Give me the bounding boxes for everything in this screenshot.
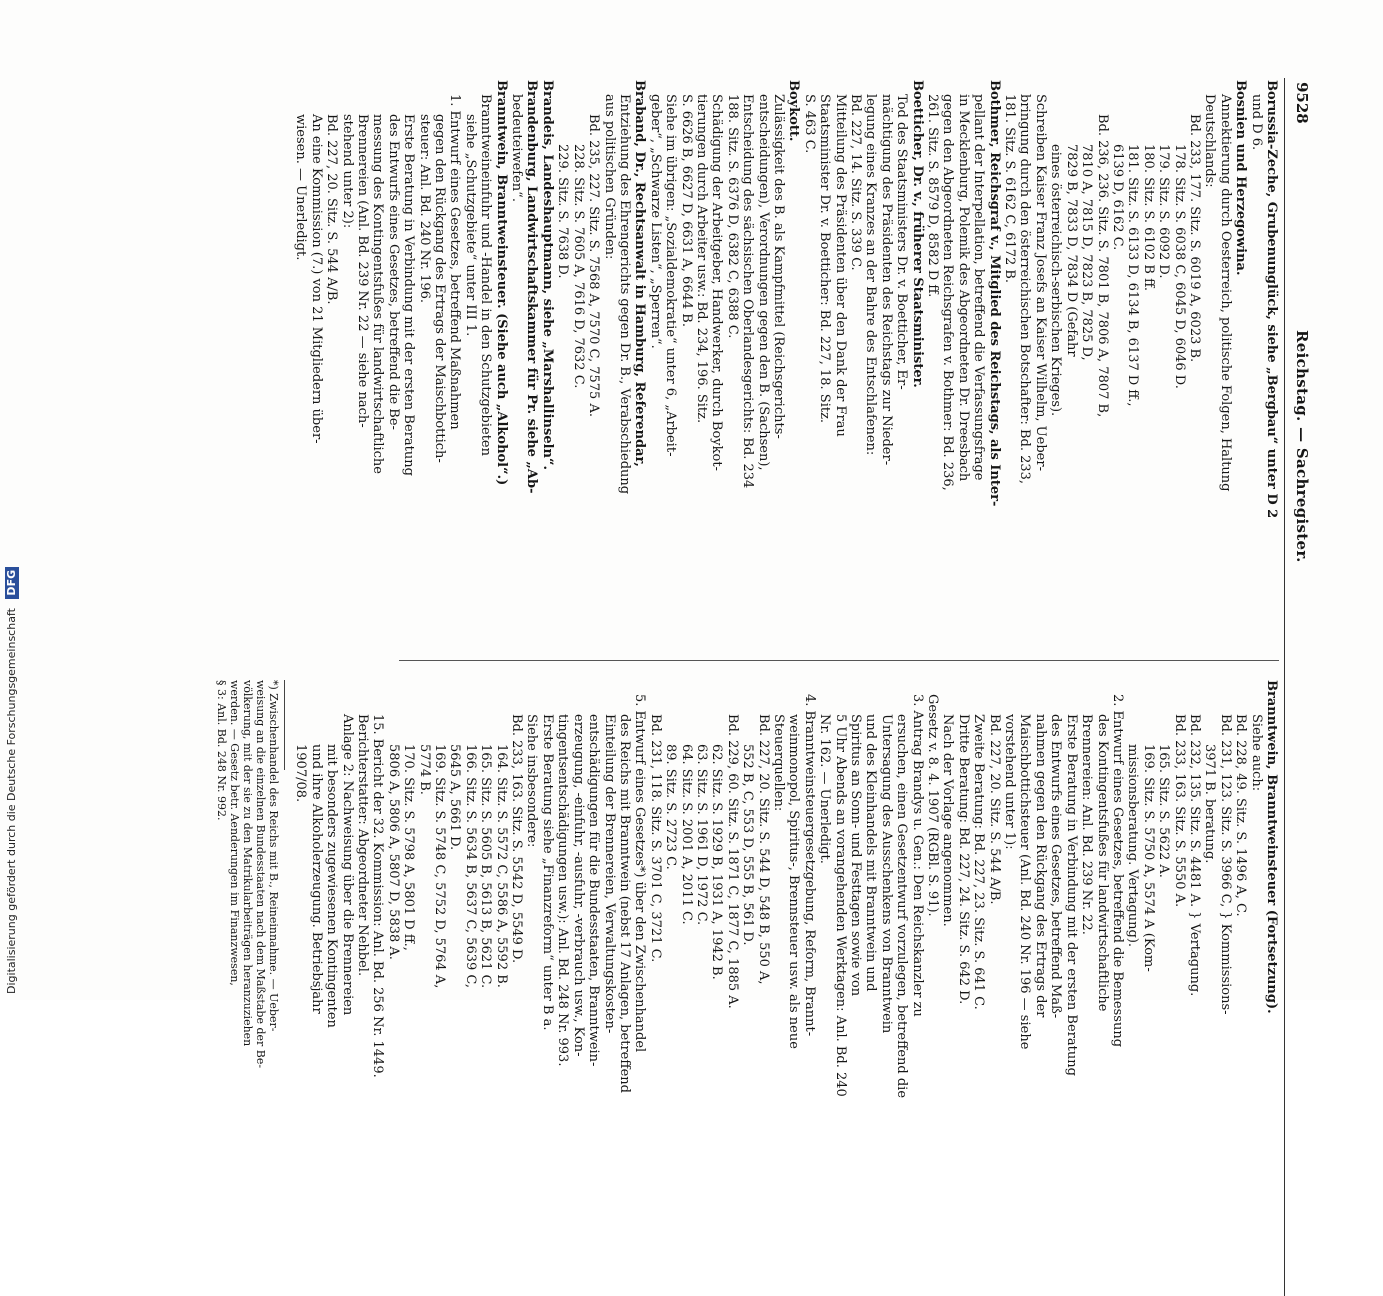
index-entry-line: 5 Uhr Abends an vorangehenden Werktagen: Anl. Bd. 240 (832, 714, 848, 1097)
index-entry-line: Schädigung der Arbeitgeber, Handwerker, durch Boykot- (709, 94, 725, 471)
index-entry-line: 228. Sitz. S. 7605 A, 7616 D, 7632 C. (570, 144, 586, 389)
index-entry-line: 552 B, C, 553 D, 555 B, 561 D. (740, 744, 756, 946)
index-entry-line: Siehe auch: (1248, 714, 1264, 792)
index-entry-line: tingentsentschädigungen usw.): Anl. Bd. 248 Nr. 993. (555, 714, 571, 1067)
index-entry-line: Branntweineinfuhr und -Handel in den Schutzgebieten (478, 94, 494, 456)
index-entry-line: des Entwurfs eines Gesetzes, betreffend die Be- (385, 114, 401, 430)
column-divider (399, 660, 1279, 661)
right-column-entries (293, 680, 1279, 1240)
index-entry-line: 7810 A, 7815 D, 7823 B, 7825 D, (1079, 144, 1095, 361)
index-entry-line: Bd. 231, 123. Sitz. S. 3966 C, } Kommissions- (1217, 714, 1233, 1015)
index-entry-line: 5. Entwurf eines Gesetzes*) über den Zwischenhandel (632, 694, 648, 1053)
index-entry-line: Bd. 227, 20. Sitz. S. 544 A/B. (324, 114, 340, 305)
index-entry-line: Spiritus an Sonn- und Festtagen sowie von (848, 714, 864, 997)
index-entry-line: geber“, „Schwarze Listen“, „Sperren“. (647, 94, 663, 349)
footnote-line: weisung an die einzelnen Bundesstaaten nach dem Maßstabe der Be- (254, 680, 267, 1069)
index-entry-line: ersuchen, einen Gesetzentwurf vorzulegen, betreffend die (894, 714, 910, 1099)
index-entry-line: weinmonopol, Spiritus-, Brennsteuer usw. als neue (786, 714, 802, 1049)
index-entry-line: 165. Sitz. S. 5622 A. (1156, 744, 1172, 878)
index-entry-line: Bd. 233, 163. Sitz. S. 5542 D, 5549 D. (509, 714, 525, 964)
index-entry-line: wiesen. — Unerledigt. (293, 114, 309, 261)
index-entry-line: siehe „Schutzgebiete“ unter III 1. (462, 114, 478, 337)
index-entry-line: mächtigung des Präsidenten des Reichstags zur Nieder- (878, 94, 894, 466)
index-entry-line: Erste Beratung siehe „Finanzreform“ unter B a. (539, 714, 555, 1031)
index-entry-line: 5806 A, 5806 A, 5807 D, 5838 A. (385, 744, 401, 960)
index-entry-line: 229. Sitz. S. 7638 D. (555, 144, 571, 279)
index-entry-line: und D 6. (1248, 94, 1264, 151)
index-entry-line: gegen den Abgeordneten Reichsgrafen v. Bothmer: Bd. 236, (940, 94, 956, 491)
index-entry-line: 3971 B. beratung. (1202, 744, 1218, 864)
credit-text: Digitalisierung gefördert durch die Deutsche Forschungsgemeinschaft (5, 608, 18, 994)
footnote-rule (284, 680, 285, 770)
index-entry-line: und des Kleinhandels mit Branntwein und (863, 714, 879, 992)
index-entry-line: Anlage 2: Nachweisung über die Brennereien (339, 714, 355, 1016)
index-entry-line: bedeuteiwefen“. (509, 94, 525, 202)
index-entry-line: Bd. 227, 20. Sitz. S. 544 D, 548 B, 550 A, (755, 714, 771, 985)
index-entry-line: 63. Sitz. S. 1961 D, 1972 C. (693, 744, 709, 926)
index-entry-line: 179. Sitz. S. 6092 D. (1156, 144, 1172, 279)
index-entry-line: missionsberatung. Vertagung). (1125, 744, 1141, 948)
index-entry-line: 1. Entwurf eines Gesetzes, betreffend Maßnahmen (447, 94, 463, 430)
footnote-line: § 3: Anl. Bd. 248 Nr. 992. (215, 680, 228, 821)
index-entry-line: Deutschlands: (1202, 94, 1218, 188)
index-entry-line: Brennereien (Anl. Bd. 239 Nr. 22 — siehe nach- (355, 114, 371, 428)
index-entry-line: 3. Antrag Brandys u. Gen.: Den Reichskanzler zu (909, 694, 925, 1017)
index-entry-line: 188. Sitz. S. 6376 D, 6382 C, 6388 C. (724, 94, 740, 339)
index-entry-line: Maischbottichsteuer (Anl. Bd. 240 Nr. 196 — siehe (1017, 714, 1033, 1050)
index-entry-line: legung eines Kranzes an der Bahre des Entschlafenen: (863, 94, 879, 456)
index-entry-line: und ihre Alkoholerzeugung. Betriebsjahr (308, 744, 324, 1014)
index-entry-line: Annektierung durch Oesterreich, politische Folgen, Haltung (1217, 94, 1233, 492)
index-entry-line: vorstehend unter 1): (1002, 714, 1018, 850)
index-entry-line: Erste Beratung in Verbindung mit der ersten Beratung (1063, 714, 1079, 1076)
index-headword: Brandeis, Landeshauptmann, siehe „Marshallinseln“. (539, 80, 555, 470)
index-entry-line: 5774 B. (416, 744, 432, 795)
index-entry-line: Steuerquellen: (771, 714, 786, 812)
footnote (215, 680, 280, 1240)
index-entry-line: des Kontingentsfußes für landwirtschaftliche (1094, 714, 1110, 1012)
index-entry-line: 180. Sitz. S. 6102 B ff. (1140, 144, 1156, 291)
index-headword: Branntwein, Branntweinsteuer. (Siehe auch „Alkohol“.) (493, 80, 509, 486)
index-entry-line: 7829 B, 7833 D, 7834 D (Gefahr (1063, 144, 1079, 357)
index-entry-line: S. 463 C. (801, 94, 817, 154)
index-entry-line: Berichterstatter: Abgeordneter Nehbel. (355, 714, 371, 977)
index-entry-line: Bd. 233, 163. Sitz. S. 5550 A. (1171, 714, 1187, 908)
index-headword: Boetticher, Dr. v., früherer Staatsminister. (909, 80, 925, 388)
index-entry-line: bringung durch den österreichischen Botschafter: Bd. 233, (1017, 94, 1033, 485)
index-entry-line: Nach der Vorlage angenommen. (940, 714, 956, 927)
index-entry-line: nahmen gegen den Rückgang des Ertrags der (1032, 714, 1048, 1018)
page-number: 9528 (1293, 82, 1311, 124)
index-entry-line: pellant der Interpellation, betreffend die Verfassungsfrage (971, 94, 987, 481)
index-entry-line: 170. Sitz. S. 5798 A, 5801 D ff., (401, 744, 417, 951)
index-entry-line: 169. Sitz. S. 5748 C, 5752 D, 5764 A, (432, 744, 448, 989)
index-entry-line: gegen den Rückgang des Ertrags der Maischbottich- (432, 114, 448, 463)
index-entry-line: 261. Sitz. S. 8579 D, 8582 D ff. (925, 94, 941, 298)
index-entry-line: Nr. 162. — Unerledigt. (817, 714, 833, 864)
index-entry-line: 166. Sitz. S. 5634 B, 5637 C, 5639 C, (462, 744, 478, 989)
index-entry-line: messung des Kontingentsfußes für landwirtschaftliche (370, 114, 386, 474)
index-entry-line: steuer: Anl. Bd. 240 Nr. 196. (416, 114, 432, 304)
index-entry-line: 164. Sitz. S. 5572 C, 5586 A, 5592 B. (493, 744, 509, 988)
index-entry-line: 181. Sitz. S. 6162 C, 6172 B. (1002, 94, 1018, 284)
footnote-line: völkerung, mit der sie zu den Matrikularbeiträgen heranzuziehen (241, 680, 254, 1047)
index-entry-line: tierungen durch Arbeiter usw.: Bd. 234, 196. Sitz. (693, 94, 709, 424)
index-entry-line: Siehe insbesondere: (524, 714, 540, 848)
index-entry-line: 6139 D, 6162 C. (1109, 144, 1125, 251)
index-entry-line: Bd. 227, 20. Sitz. S. 544 A/B. (986, 714, 1002, 905)
dfg-logo: DFG (5, 567, 19, 599)
index-headword: Bothmer, Reichsgraf v., Mitglied des Reichstags, als Inter- (986, 80, 1002, 507)
index-entry-line: Mitteilung des Präsidenten über den Dank der Frau (832, 94, 848, 437)
index-headword: Braband, Dr., Rechtsanwalt in Hamburg, Referendar, (632, 80, 648, 467)
index-entry-line: Staatsminister Dr. v. Boetticher: Bd. 227, 18. Sitz. (817, 94, 833, 424)
index-entry-line: stehend unter 2): (339, 114, 355, 229)
index-entry-line: Entscheidung des sächsischen Oberlandesgerichts: Bd. 234 (740, 94, 756, 489)
index-entry-line: Einteilung der Brennereien, Verwaltungskosten- (601, 714, 617, 1034)
header-rule (1284, 78, 1285, 1296)
index-headword: Borussia-Zeche, Grubenunglück, siehe „Bergbau“ unter D 2 (1264, 80, 1279, 519)
index-entry-line: Brennereien: Anl. Bd. 239 Nr. 22. (1079, 714, 1095, 935)
index-headword: Brandenburg, Landwirtschaftskammer für Pr. siehe „Ab- (524, 80, 540, 494)
index-entry-line: Siehe im übrigen: „Sozialdemokratie“ unter 6, „Arbeit- (663, 94, 679, 457)
index-entry-line: in Mecklenburg, Polemik des Abgeordneten Dr. Dreesbach (955, 94, 971, 482)
index-entry-line: 165. Sitz. S. 5605 B, 5613 B, 5621 C. (478, 744, 494, 989)
index-entry-line: Entziehung des Ehrengerichts gegen Dr. B., Verabschiedung (616, 94, 632, 495)
index-entry-line: Gesetz v. 8. 4. 1907 (RGBl. S. 91). (925, 694, 941, 917)
index-entry-line: des Reichs mit Branntwein (nebst 17 Anlagen, betreffend (616, 714, 632, 1093)
index-entry-line: 181. Sitz. S. 6133 D, 6134 B, 6137 D ff., (1125, 144, 1141, 407)
footnote-line: *) Zwischenhandel des Reichs mit B., Reineinnahme. — Ueber- (267, 680, 280, 1032)
index-entry-line: An eine Kommission (7.) von 21 Mitgliedern über- (308, 114, 324, 444)
index-entry-line: Zulässigkeit des B. als Kampfmittel (Reichsgerichts- (771, 94, 786, 439)
index-entry-line: Tod des Staatsministers Dr. v. Boetticher, Er- (894, 94, 910, 390)
index-entry-line: Dritte Beratung: Bd. 227, 24. Sitz. S. 642 D. (955, 714, 971, 1005)
index-entry-line: Bd. 228, 49. Sitz. S. 1496 A, C. (1233, 714, 1249, 917)
footnote-line: werden. — Gesetz betr. Aenderungen im Finanzwesen, (228, 680, 241, 986)
index-entry-line: mit besonders zugewiesenen Kontingenten (324, 744, 340, 1028)
index-entry-line: aus politischen Gründen: (601, 94, 617, 260)
left-column (293, 80, 1279, 640)
index-entry-line: 5645 A, 5661 D. (447, 744, 463, 851)
digitization-credit (2, 569, 22, 994)
index-entry-line: Bd. 229, 60. Sitz. S. 1871 C, 1877 C, 1885 A. (724, 714, 740, 1009)
running-header: Reichstag. — Sachregister. (1293, 330, 1311, 563)
index-headword: Boykott. (786, 80, 802, 142)
index-entry-line: 1907/08. (293, 744, 309, 803)
index-entry-line: S. 6626 B, 6627 D, 6631 A, 6644 B. (678, 94, 694, 327)
index-entry-line: Bd. 235, 227. Sitz. S. 7568 A, 7570 C, 7575 A. (586, 114, 602, 417)
index-headword: Branntwein, Branntweinsteuer (Fortsetzung). (1264, 680, 1279, 1014)
index-entry-line: 64. Sitz. S. 2001 A, 2011 C. (678, 744, 694, 925)
index-entry-line: erzeugung, -einfuhr, -ausfuhr, -verbrauch usw., Kon- (570, 714, 586, 1057)
index-entry-line: Bd. 233, 177. Sitz. S. 6019 A, 6023 B. (1186, 114, 1202, 363)
index-entry-line: Schreiben Kaiser Franz Josefs an Kaiser Wilhelm, Ueber- (1032, 94, 1048, 471)
index-entry-line: Bd. 227, 14. Sitz. S. 339 C. (848, 94, 864, 271)
index-entry-line: 4. Branntweinsteuergesetzgebung, Reform, Brannt- (801, 694, 817, 1037)
index-entry-line: 169. Sitz. S. 5750 A, 5574 A (Kom- (1140, 744, 1156, 972)
index-entry-line: 178. Sitz. S. 6038 C, 6045 D, 6046 D. (1171, 144, 1187, 389)
index-entry-line: eines österreichisch-serbischen Krieges). (1048, 144, 1064, 417)
right-column (215, 680, 1279, 1240)
index-entry-line: 2. Entwurf eines Gesetzes, betreffend die Bemessung (1109, 694, 1125, 1048)
index-entry-line: entscheidungen), Verordnungen gegen den B. (Sachsen), (755, 94, 771, 471)
index-headword: Bosnien und Herzegowina. (1233, 80, 1249, 276)
index-entry-line: 89. Sitz. S. 2723 C. (663, 744, 679, 870)
index-entry-line: Untersagung des Ausschenkens von Branntwein (878, 714, 894, 1034)
index-entry-line: Erste Beratung in Verbindung mit der ersten Beratung (401, 114, 417, 476)
index-entry-line: entschädigungen für die Bundesstaaten, Branntwein- (586, 714, 602, 1067)
index-entry-line: 15. Bericht der 32. Kommission: Anl. Bd. 256 Nr. 1449. (370, 714, 386, 1078)
index-entry-line: des Entwurfs eines Gesetzes, betreffend Maß- (1048, 714, 1064, 1019)
index-entry-line: Bd. 231, 118. Sitz. S. 3701 C, 3721 C. (647, 714, 663, 963)
index-entry-line: 62. Sitz. S. 1929 B, 1931 A, 1942 B. (709, 744, 725, 980)
index-entry-line: Zweite Beratung: Bd. 227, 23. Sitz. S. 641 C. (971, 714, 987, 1010)
index-entry-line: Bd. 232, 135. Sitz. S. 4481 A. } Vertagung. (1186, 714, 1202, 997)
index-entry-line: Bd. 236, 236. Sitz. S. 7801 B, 7806 A, 7807 B, (1094, 114, 1110, 418)
